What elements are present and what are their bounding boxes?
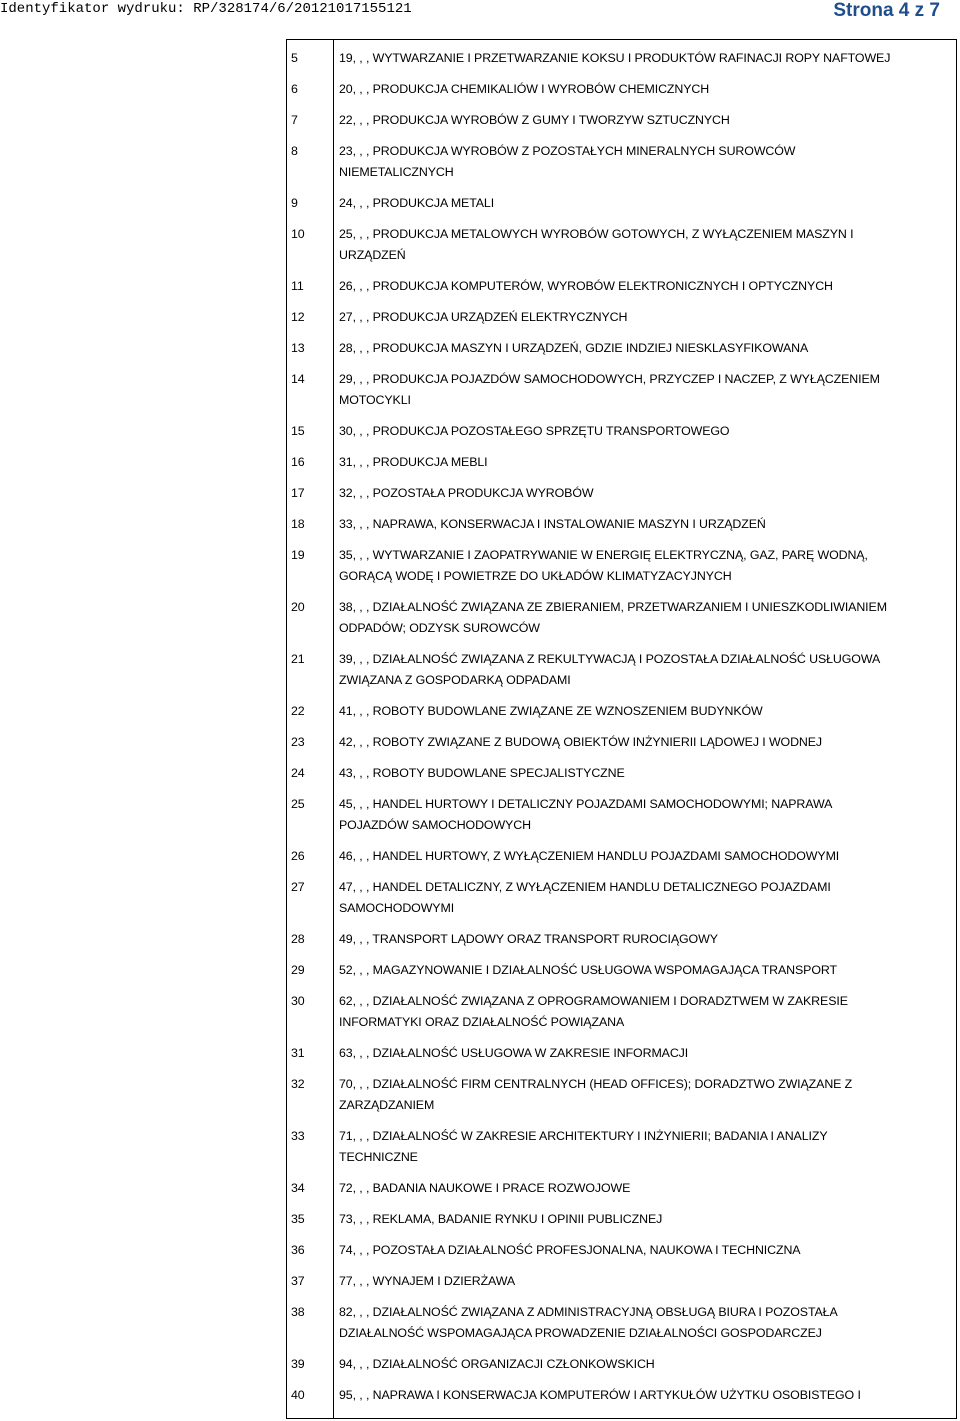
description-line: 25, , , PRODUKCJA METALOWYCH WYROBÓW GOTOWYCH, Z WYŁĄCZENIEM MASZYN I [339, 227, 854, 241]
description-line: 72, , , BADANIA NAUKOWE I PRACE ROZWOJOWE [339, 1181, 631, 1195]
row-description [339, 545, 951, 587]
row-number: 30 [291, 994, 305, 1008]
row-number: 29 [291, 963, 305, 977]
description-line: SAMOCHODOWYMI [339, 901, 455, 915]
row-number: 37 [291, 1274, 305, 1288]
description-line: ZWIĄZANA Z GOSPODARKĄ ODPADAMI [339, 673, 571, 687]
row-description [339, 991, 951, 1033]
description-line: 47, , , HANDEL DETALICZNY, Z WYŁĄCZENIEM HANDLU DETALICZNEGO POJAZDAMI [339, 880, 831, 894]
row-description [339, 452, 951, 473]
description-line: INFORMATYKI ORAZ DZIAŁALNOŚĆ POWIĄZANA [339, 1015, 625, 1029]
row-number: 10 [291, 227, 305, 241]
row-number: 18 [291, 517, 305, 531]
row-description [339, 1271, 951, 1292]
row-description [339, 514, 951, 535]
description-line: 71, , , DZIAŁALNOŚĆ W ZAKRESIE ARCHITEKTURY I INŻYNIERII; BADANIA I ANALIZY [339, 1129, 828, 1143]
row-number: 17 [291, 486, 305, 500]
description-line: GORĄCĄ WODĘ I POWIETRZE DO UKŁADÓW KLIMATYZACYJNYCH [339, 569, 732, 583]
row-number: 20 [291, 600, 305, 614]
description-line: 39, , , DZIAŁALNOŚĆ ZWIĄZANA Z REKULTYWACJĄ I POZOSTAŁA DZIAŁALNOŚĆ USŁUGOWA [339, 652, 881, 666]
description-line: POJAZDÓW SAMOCHODOWYCH [339, 818, 531, 832]
description-line: 31, , , PRODUKCJA MEBLI [339, 455, 488, 469]
description-line: 32, , , POZOSTAŁA PRODUKCJA WYROBÓW [339, 486, 594, 500]
print-identifier: Identyfikator wydruku: RP/328174/6/20121017155121 [0, 1, 412, 17]
description-line: 26, , , PRODUKCJA KOMPUTERÓW, WYROBÓW ELEKTRONICZNYCH I OPTYCZNYCH [339, 279, 833, 293]
description-line: 43, , , ROBOTY BUDOWLANE SPECJALISTYCZNE [339, 766, 625, 780]
row-number: 15 [291, 424, 305, 438]
row-description [339, 110, 951, 131]
row-description [339, 1302, 951, 1344]
row-number: 35 [291, 1212, 305, 1226]
row-description [339, 307, 951, 328]
row-number: 40 [291, 1388, 305, 1402]
row-description [339, 1354, 951, 1375]
row-description [339, 276, 951, 297]
description-line: ODPADÓW; ODZYSK SUROWCÓW [339, 621, 540, 635]
description-line: 63, , , DZIAŁALNOŚĆ USŁUGOWA W ZAKRESIE INFORMACJI [339, 1046, 689, 1060]
description-line: 62, , , DZIAŁALNOŚĆ ZWIĄZANA Z OPROGRAMOWANIEM I DORADZTWEM W ZAKRESIE [339, 994, 848, 1008]
description-line: 22, , , PRODUKCJA WYROBÓW Z GUMY I TWORZYW SZTUCZNYCH [339, 113, 730, 127]
row-number: 12 [291, 310, 305, 324]
description-line: 41, , , ROBOTY BUDOWLANE ZWIĄZANE ZE WZNOSZENIEM BUDYNKÓW [339, 704, 763, 718]
row-number: 14 [291, 372, 305, 386]
row-number: 11 [291, 279, 304, 293]
print-header [0, 0, 960, 24]
row-description [339, 421, 951, 442]
description-line: 73, , , REKLAMA, BADANIE RYNKU I OPINII PUBLICZNEJ [339, 1212, 663, 1226]
description-line: 45, , , HANDEL HURTOWY I DETALICZNY POJAZDAMI SAMOCHODOWYMI; NAPRAWA [339, 797, 833, 811]
description-line: 29, , , PRODUKCJA POJAZDÓW SAMOCHODOWYCH, PRZYCZEP I NACZEP, Z WYŁĄCZENIEM [339, 372, 880, 386]
row-number: 38 [291, 1305, 305, 1319]
description-line: TECHNICZNE [339, 1150, 418, 1164]
description-line: 23, , , PRODUKCJA WYROBÓW Z POZOSTAŁYCH MINERALNYCH SUROWCÓW [339, 144, 796, 158]
row-description [339, 224, 951, 266]
description-line: 27, , , PRODUKCJA URZĄDZEŃ ELEKTRYCZNYCH [339, 310, 628, 324]
description-line: 95, , , NAPRAWA I KONSERWACJA KOMPUTERÓW I ARTYKUŁÓW UŻYTKU OSOBISTEGO I [339, 1388, 861, 1402]
description-line: 46, , , HANDEL HURTOWY, Z WYŁĄCZENIEM HANDLU POJAZDAMI SAMOCHODOWYMI [339, 849, 840, 863]
description-line: 33, , , NAPRAWA, KONSERWACJA I INSTALOWANIE MASZYN I URZĄDZEŃ [339, 517, 766, 531]
row-description [339, 763, 951, 784]
row-description [339, 48, 951, 69]
row-description [339, 701, 951, 722]
description-line: 28, , , PRODUKCJA MASZYN I URZĄDZEŃ, GDZIE INDZIEJ NIESKLASYFIKOWANA [339, 341, 809, 355]
row-description [339, 597, 951, 639]
description-line: 49, , , TRANSPORT LĄDOWY ORAZ TRANSPORT RUROCIĄGOWY [339, 932, 718, 946]
row-number: 26 [291, 849, 305, 863]
row-number: 13 [291, 341, 305, 355]
description-line: 30, , , PRODUKCJA POZOSTAŁEGO SPRZĘTU TRANSPORTOWEGO [339, 424, 730, 438]
description-line: ZARZĄDZANIEM [339, 1098, 435, 1112]
row-description [339, 1178, 951, 1199]
description-line: 19, , , WYTWARZANIE I PRZETWARZANIE KOKSU I PRODUKTÓW RAFINACJI ROPY NAFTOWEJ [339, 51, 891, 65]
row-number: 6 [291, 82, 298, 96]
description-line: 20, , , PRODUKCJA CHEMIKALIÓW I WYROBÓW CHEMICZNYCH [339, 82, 710, 96]
description-line: 24, , , PRODUKCJA METALI [339, 196, 495, 210]
row-description [339, 1240, 951, 1261]
row-description [339, 1074, 951, 1116]
row-description [339, 141, 951, 183]
description-line: 52, , , MAGAZYNOWANIE I DZIAŁALNOŚĆ USŁUGOWA WSPOMAGAJĄCA TRANSPORT [339, 963, 837, 977]
row-number: 19 [291, 548, 305, 562]
row-number: 27 [291, 880, 305, 894]
row-description [339, 846, 951, 867]
row-number: 33 [291, 1129, 305, 1143]
row-number: 7 [291, 113, 298, 127]
row-number: 9 [291, 196, 298, 210]
row-number: 31 [291, 1046, 305, 1060]
row-description [339, 1126, 951, 1168]
row-number: 34 [291, 1181, 305, 1195]
row-description [339, 1209, 951, 1230]
row-description [339, 794, 951, 836]
row-description [339, 369, 951, 411]
row-description [339, 732, 951, 753]
row-description [339, 1385, 951, 1406]
row-number: 22 [291, 704, 305, 718]
page-number: Strona 4 z 7 [833, 0, 940, 21]
row-description [339, 1043, 951, 1064]
description-line: 77, , , WYNAJEM I DZIERŻAWA [339, 1274, 516, 1288]
description-line: MOTOCYKLI [339, 393, 411, 407]
description-line: DZIAŁALNOŚĆ WSPOMAGAJĄCA PROWADZENIE DZIAŁALNOŚCI GOSPODARCZEJ [339, 1326, 822, 1340]
description-line: 70, , , DZIAŁALNOŚĆ FIRM CENTRALNYCH (HEAD OFFICES); DORADZTWO ZWIĄZANE Z [339, 1077, 853, 1091]
row-description [339, 649, 951, 691]
description-line: 74, , , POZOSTAŁA DZIAŁALNOŚĆ PROFESJONALNA, NAUKOWA I TECHNICZNA [339, 1243, 801, 1257]
row-number: 23 [291, 735, 305, 749]
row-number: 21 [291, 652, 305, 666]
description-line: 38, , , DZIAŁALNOŚĆ ZWIĄZANA ZE ZBIERANIEM, PRZETWARZANIEM I UNIESZKODLIWIANIEM [339, 600, 887, 614]
row-description [339, 483, 951, 504]
description-line: NIEMETALICZNYCH [339, 165, 454, 179]
description-line: 35, , , WYTWARZANIE I ZAOPATRYWANIE W ENERGIĘ ELEKTRYCZNĄ, GAZ, PARĘ WODNĄ, [339, 548, 868, 562]
description-line: URZĄDZEŃ [339, 248, 406, 262]
row-description [339, 960, 951, 981]
row-number: 5 [291, 51, 298, 65]
row-description [339, 79, 951, 100]
row-number: 16 [291, 455, 305, 469]
row-number: 28 [291, 932, 305, 946]
row-number: 24 [291, 766, 305, 780]
row-description [339, 877, 951, 919]
row-number: 32 [291, 1077, 305, 1091]
description-line: 82, , , DZIAŁALNOŚĆ ZWIĄZANA Z ADMINISTRACYJNĄ OBSŁUGĄ BIURA I POZOSTAŁA [339, 1305, 838, 1319]
pkd-table [286, 39, 957, 1419]
description-line: 42, , , ROBOTY ZWIĄZANE Z BUDOWĄ OBIEKTÓW INŻYNIERII LĄDOWEJ I WODNEJ [339, 735, 823, 749]
column-divider [333, 40, 334, 1418]
row-number: 8 [291, 144, 298, 158]
row-description [339, 929, 951, 950]
row-number: 39 [291, 1357, 305, 1371]
row-number: 25 [291, 797, 305, 811]
row-description [339, 338, 951, 359]
row-description [339, 193, 951, 214]
row-number: 36 [291, 1243, 305, 1257]
description-line: 94, , , DZIAŁALNOŚĆ ORGANIZACJI CZŁONKOWSKICH [339, 1357, 655, 1371]
